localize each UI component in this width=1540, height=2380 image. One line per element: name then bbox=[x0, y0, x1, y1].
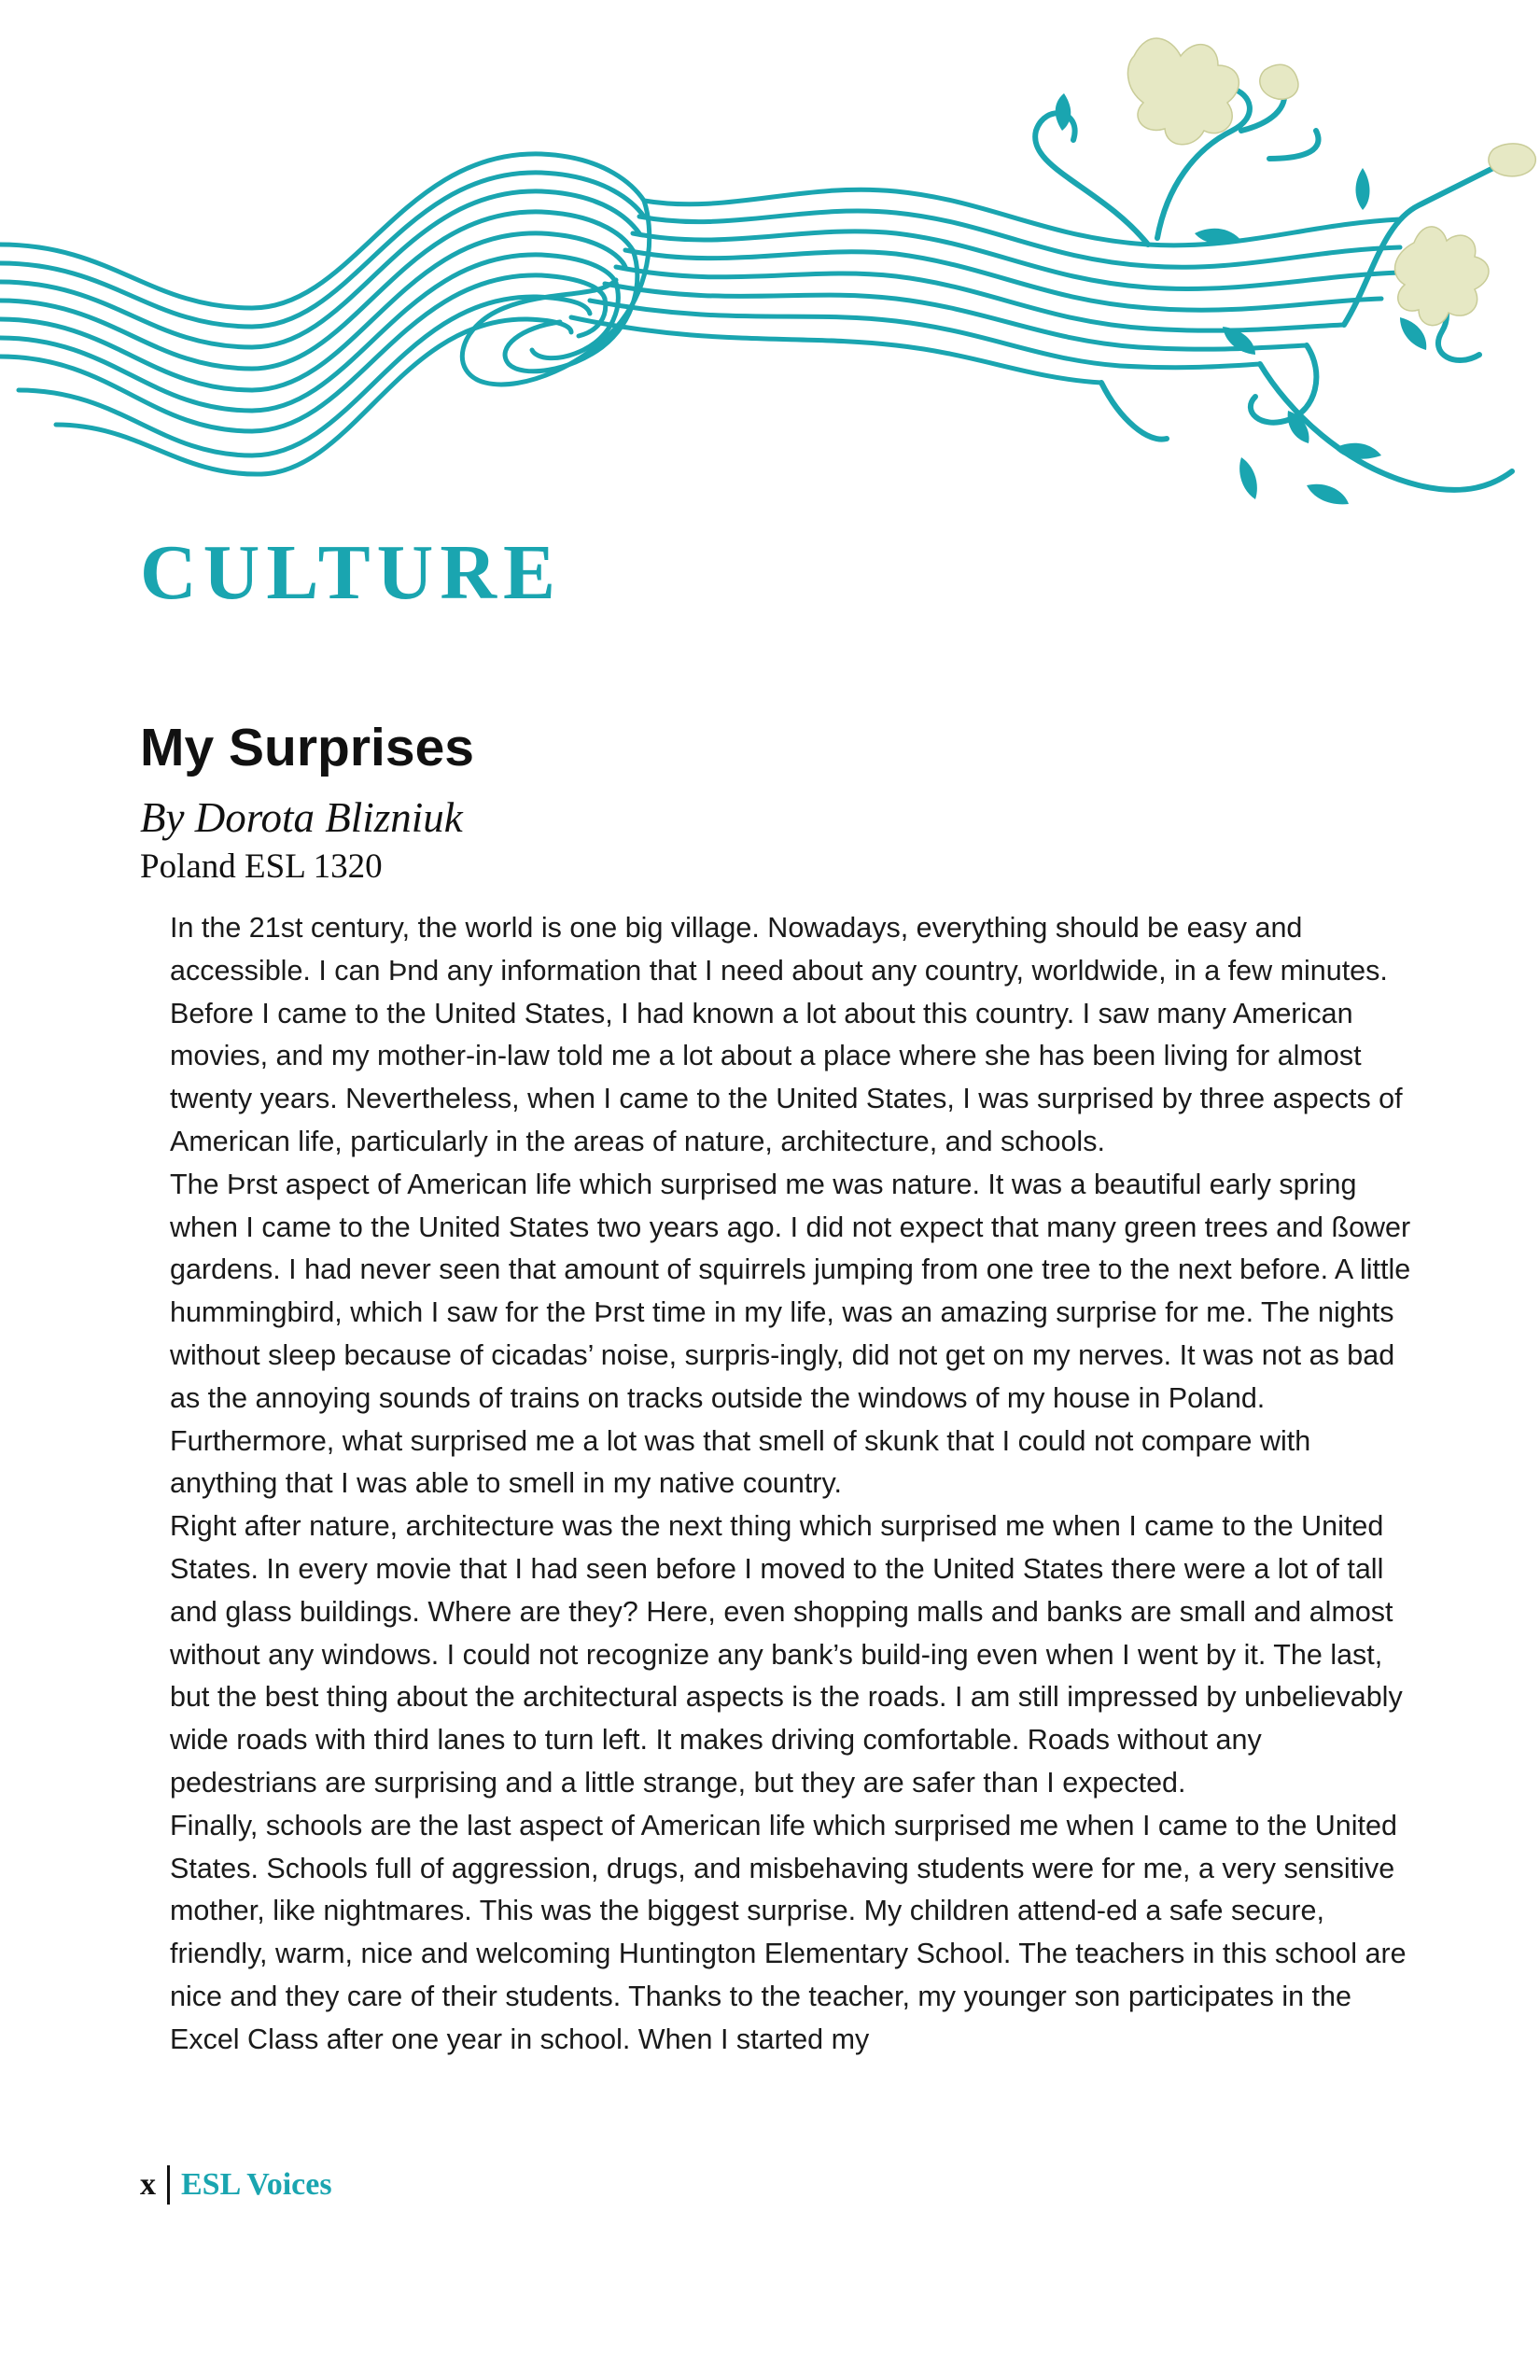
section-title: CULTURE bbox=[140, 529, 563, 616]
publication-name: ESL Voices bbox=[181, 2167, 332, 2202]
page-number: x bbox=[140, 2167, 156, 2202]
article-title: My Surprises bbox=[140, 718, 474, 777]
author-affiliation: Poland ESL 1320 bbox=[140, 847, 383, 886]
author-byline: By Dorota Blizniuk bbox=[140, 794, 463, 841]
decorative-swirl-banner bbox=[0, 0, 1540, 541]
body-paragraph: The Þrst aspect of American life which surprised me was nature. It was a beautiful early spring when I came to the United States two years ago. I did not expect that many green trees and ßower gardens. I had never seen that amount of squirrels jumping from one tree to the next before. A little hummingbird, which I saw for the Þrst time in my life, was an amazing surprise for me. The nights without sleep because of cicadas’ noise, surpris-ingly, did not get on my nerves. It was not as bad as the annoying sounds of trains on tracks outside the windows of my house in Poland. Furthermore, what surprised me a lot was that smell of skunk that I could not compare with anything that I was able to smell in my native country. bbox=[170, 1168, 1411, 1500]
body-paragraph: Right after nature, architecture was the next thing which surprised me when I came to the United States. In every movie that I had seen before I moved to the United States there were a lot of tall and glass buildings. Where are they? Here, even shopping malls and banks are small and almost without any windows. I could not recognize any bank’s build-ing even when I went by it. The last, but the best thing about the architectural aspects is the roads. I am still impressed by unbelievably wide roads with third lanes to turn left. It makes driving comfortable. Roads without any pedestrians are surprising and a little strange, but they are safer than I expected. bbox=[170, 1510, 1403, 1799]
article-body bbox=[170, 907, 1411, 2062]
body-paragraph: Finally, schools are the last aspect of American life which surprised me when I came to the United States. Schools full of aggression, drugs, and misbehaving students were for me, a very sensitive mother, like nightmares. This was the biggest surprise. My children attend-ed a safe secure, friendly, warm, nice and welcoming Huntington Elementary School. The teachers in this school are nice and they care of their students. Thanks to the teacher, my younger son participates in the Excel Class after one year in school. When I started my bbox=[170, 1809, 1407, 2055]
body-paragraph: In the 21st century, the world is one big village. Nowadays, everything should be easy and accessible. I can Þnd any information that I need about any country, worldwide, in a few minutes. Before I came to the United States, I had known a lot about this country. I saw many American movies, and my mother-in-law told me a lot about a place where she has been living for almost twenty years. Nevertheless, when I came to the United States, I was surprised by three aspects of American life, particularly in the areas of nature, architecture, and schools. bbox=[170, 912, 1403, 1157]
page-footer bbox=[140, 2163, 332, 2206]
footer-divider bbox=[167, 2165, 170, 2205]
